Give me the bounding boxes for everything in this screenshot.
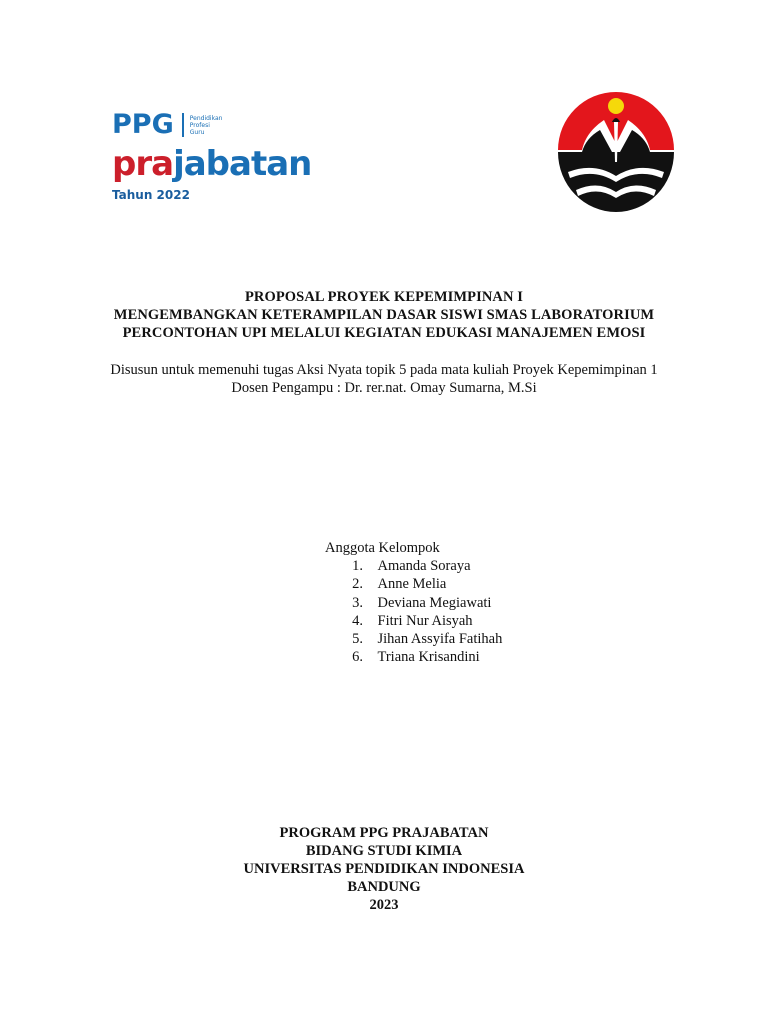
members-list: [325, 557, 502, 666]
footer-line: BANDUNG: [347, 879, 421, 895]
proposal-title: [0, 288, 768, 342]
list-item: [325, 612, 502, 630]
list-item: [325, 594, 502, 612]
proposal-subtitle: [0, 361, 768, 397]
member-number: 5.: [352, 631, 363, 648]
subtitle-line: Disusun untuk memenuhi tugas Aksi Nyata topik 5 pada mata kuliah Proyek Kepemimpinan 1: [110, 362, 658, 378]
list-item: [325, 557, 502, 575]
member-number: 4.: [352, 612, 363, 629]
ppg-year: Tahun 2022: [112, 188, 190, 202]
upi-emblem-icon: [554, 92, 678, 218]
member-number: 3.: [352, 594, 363, 611]
ppg-subtext-line: Profesi: [189, 121, 210, 129]
title-line: PROPOSAL PROYEK KEPEMIMPINAN I: [244, 289, 524, 305]
member-name-text: Anne Melia: [377, 576, 447, 593]
member-name: [363, 575, 446, 593]
footer-line: PROGRAM PPG PRAJABATAN: [279, 825, 489, 841]
member-number: 1.: [352, 558, 363, 575]
ppg-prajabatan-logo: [112, 108, 312, 208]
ppg-main-word-blue: jabatan: [173, 144, 312, 184]
member-name: [363, 612, 473, 630]
member-name-text: Jihan Assyifa Fatihah: [377, 631, 503, 648]
group-members: [325, 539, 502, 666]
ppg-subtext-line: Guru: [189, 128, 205, 136]
ppg-divider: [182, 113, 184, 137]
list-item: [325, 648, 502, 666]
ppg-logo-top: [112, 108, 222, 142]
member-name-text: Triana Krisandini: [377, 649, 480, 666]
member-name-text: Deviana Megiawati: [377, 594, 492, 611]
ppg-subtext: [190, 115, 223, 136]
member-name: [363, 630, 502, 648]
institution-footer: [0, 824, 768, 914]
ppg-acronym: PPG: [112, 109, 174, 140]
members-heading: Anggota Kelompok: [325, 540, 440, 556]
list-item: [325, 575, 502, 593]
member-name: [363, 594, 491, 612]
list-item: [325, 630, 502, 648]
ppg-subtext-line: Pendidikan: [189, 114, 223, 122]
member-name-text: Fitri Nur Aisyah: [377, 612, 473, 629]
title-line: MENGEMBANGKAN KETERAMPILAN DASAR SISWI SMAS LABORATORIUM: [113, 307, 655, 323]
ppg-main-word-red: pra: [112, 144, 174, 184]
title-line: PERCONTOHAN UPI MELALUI KEGIATAN EDUKASI MANAJEMEN EMOSI: [122, 325, 646, 341]
footer-line: BIDANG STUDI KIMIA: [305, 843, 463, 859]
subtitle-line: Dosen Pengampu : Dr. rer.nat. Omay Sumarna, M.Si: [231, 380, 537, 396]
footer-line: UNIVERSITAS PENDIDIKAN INDONESIA: [243, 861, 525, 877]
member-name: [363, 648, 480, 666]
ppg-main-word: [112, 144, 311, 184]
member-name: [363, 557, 471, 575]
member-number: 2.: [352, 576, 363, 593]
member-name-text: Amanda Soraya: [377, 558, 471, 575]
footer-line: 2023: [369, 897, 399, 913]
member-number: 6.: [352, 649, 363, 666]
